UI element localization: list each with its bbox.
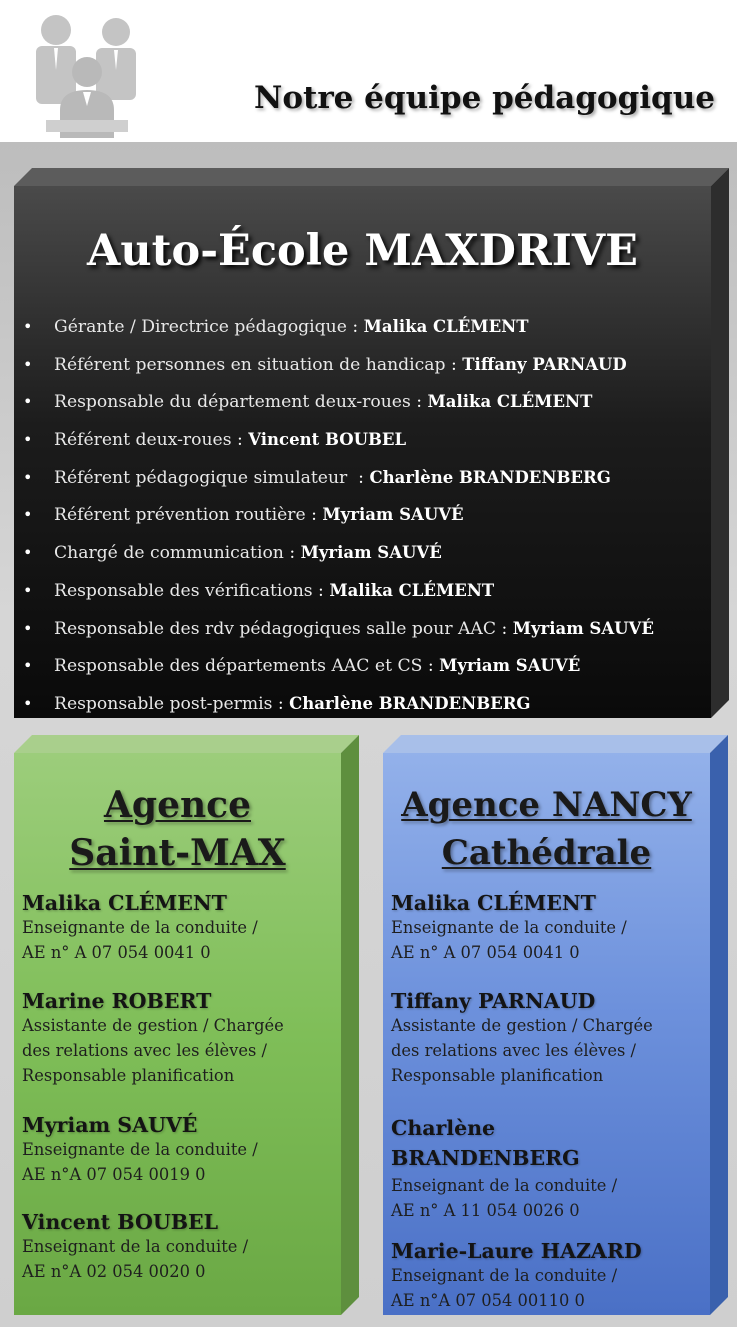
role-person: Charlène BRANDENBERG: [289, 693, 531, 713]
staff-name: Myriam SAUVÉ: [22, 1113, 198, 1137]
role-label: Référent personnes en situation de handicap: [54, 354, 446, 375]
role-label: Chargé de communication: [54, 543, 284, 564]
role-label: Référent pédagogique simulateur: [54, 467, 348, 488]
school-panel: [14, 168, 729, 718]
staff-member: [22, 1210, 337, 1284]
staff-member: [391, 989, 706, 1088]
staff-description: Assistante de gestion / Chargée des relations avec les élèves / Responsable planification: [391, 1016, 653, 1085]
role-person: Myriam SAUVÉ: [300, 543, 442, 563]
agency-panel-saint-max: [14, 735, 359, 1315]
role-item: [22, 576, 712, 614]
bullet-icon: •: [23, 467, 33, 487]
role-item: [22, 538, 712, 576]
agency-title-line: Agence NANCY: [401, 785, 692, 825]
role-item: [22, 500, 712, 538]
agency-panel-nancy: [383, 735, 728, 1315]
staff-name: Vincent BOUBEL: [22, 1210, 219, 1234]
school-title: Auto-École MAXDRIVE: [87, 226, 638, 276]
panel-side-bevel: [711, 168, 729, 718]
panel-side-bevel: [710, 735, 728, 1315]
role-person: Tiffany PARNAUD: [462, 354, 627, 374]
role-person: Malika CLÉMENT: [427, 392, 593, 412]
bullet-icon: •: [23, 505, 33, 525]
staff-name: Tiffany PARNAUD: [391, 989, 596, 1013]
role-person: Myriam SAUVÉ: [512, 618, 654, 638]
team-people-icon: [26, 10, 148, 138]
staff-member: [22, 989, 337, 1088]
panel-top-bevel: [383, 735, 728, 753]
role-label: Responsable des rdv pédagogiques salle pour AAC: [54, 618, 496, 639]
role-person: Malika CLÉMENT: [329, 580, 495, 600]
role-item: [22, 614, 712, 652]
role-separator: :: [283, 543, 301, 564]
role-item: [22, 387, 712, 425]
bullet-icon: •: [23, 392, 33, 412]
bullet-icon: •: [23, 618, 33, 638]
agency-title-line: Cathédrale: [441, 833, 652, 873]
staff-member: [391, 1113, 706, 1223]
staff-member: [391, 891, 706, 965]
staff-description: Enseignante de la conduite / AE n°A 07 054 0019 0: [22, 1140, 258, 1184]
role-person: Malika CLÉMENT: [363, 317, 529, 336]
role-separator: :: [495, 618, 513, 639]
role-label: Responsable des vérifications: [54, 580, 313, 601]
role-label: Responsable des départements AAC et CS: [54, 656, 423, 677]
bullet-icon: •: [23, 693, 33, 713]
staff-description: Enseignant de la conduite / AE n°A 02 054 0020 0: [22, 1237, 249, 1281]
role-label: Référent deux-roues: [54, 430, 232, 451]
role-person: Myriam SAUVÉ: [322, 505, 464, 525]
staff-member: [22, 891, 337, 965]
bullet-icon: •: [23, 430, 33, 450]
role-separator: :: [410, 392, 428, 413]
role-separator: :: [422, 656, 440, 677]
role-separator: :: [347, 467, 370, 488]
bullet-icon: •: [23, 354, 33, 374]
panel-side-bevel: [341, 735, 359, 1315]
agency-title-line: Saint-MAX: [69, 832, 286, 874]
bullet-icon: •: [23, 543, 33, 563]
role-label: Responsable post-permis: [54, 693, 273, 714]
staff-member: [391, 1239, 706, 1313]
role-person: Vincent BOUBEL: [248, 430, 407, 450]
staff-description: Enseignant de la conduite / AE n° A 11 054 0026 0: [391, 1176, 618, 1220]
role-item: [22, 689, 712, 727]
staff-description: Enseignante de la conduite / AE n° A 07 054 0041 0: [391, 918, 627, 962]
role-list: [22, 312, 712, 727]
role-person: Myriam SAUVÉ: [439, 656, 581, 676]
role-separator: :: [305, 505, 323, 526]
staff-name: Marine ROBERT: [22, 989, 212, 1013]
school-panel-face: [14, 186, 711, 718]
agency-title: [14, 781, 341, 877]
role-item: [22, 651, 712, 689]
role-separator: :: [312, 580, 330, 601]
role-label: Responsable du département deux-roues: [54, 392, 411, 413]
panel-top-bevel: [14, 168, 729, 186]
role-label: Gérante / Directrice pédagogique: [54, 317, 347, 337]
page-title: Notre équipe pédagogique: [254, 80, 715, 116]
bullet-icon: •: [23, 317, 33, 336]
staff-name: Malika CLÉMENT: [391, 891, 596, 915]
role-separator: :: [445, 354, 463, 375]
agency-panel-face: [14, 753, 341, 1315]
panel-top-bevel: [14, 735, 359, 753]
agency-panel-face: [383, 753, 710, 1315]
staff-description: Assistante de gestion / Chargée des relations avec les élèves / Responsable planification: [22, 1016, 284, 1085]
header: [0, 0, 737, 142]
agency-title: [383, 781, 710, 877]
role-label: Référent prévention routière: [54, 505, 306, 526]
role-item: [22, 312, 712, 350]
bullet-icon: •: [23, 580, 33, 600]
agency-title-line: Agence: [103, 784, 251, 826]
staff-name: Malika CLÉMENT: [22, 891, 227, 915]
bullet-icon: •: [23, 656, 33, 676]
role-separator: :: [272, 693, 290, 714]
staff-description: Enseignant de la conduite / AE n°A 07 054 00110 0: [391, 1266, 618, 1310]
role-item: [22, 425, 712, 463]
staff-description: Enseignante de la conduite / AE n° A 07 054 0041 0: [22, 918, 258, 962]
role-separator: :: [346, 317, 364, 337]
role-separator: :: [231, 430, 249, 451]
staff-name: Charlène BRANDENBERG: [391, 1116, 580, 1170]
role-person: Charlène BRANDENBERG: [369, 467, 611, 487]
staff-member: [22, 1113, 337, 1187]
role-item: [22, 463, 712, 501]
role-item: [22, 350, 712, 388]
staff-name: Marie-Laure HAZARD: [391, 1239, 642, 1263]
